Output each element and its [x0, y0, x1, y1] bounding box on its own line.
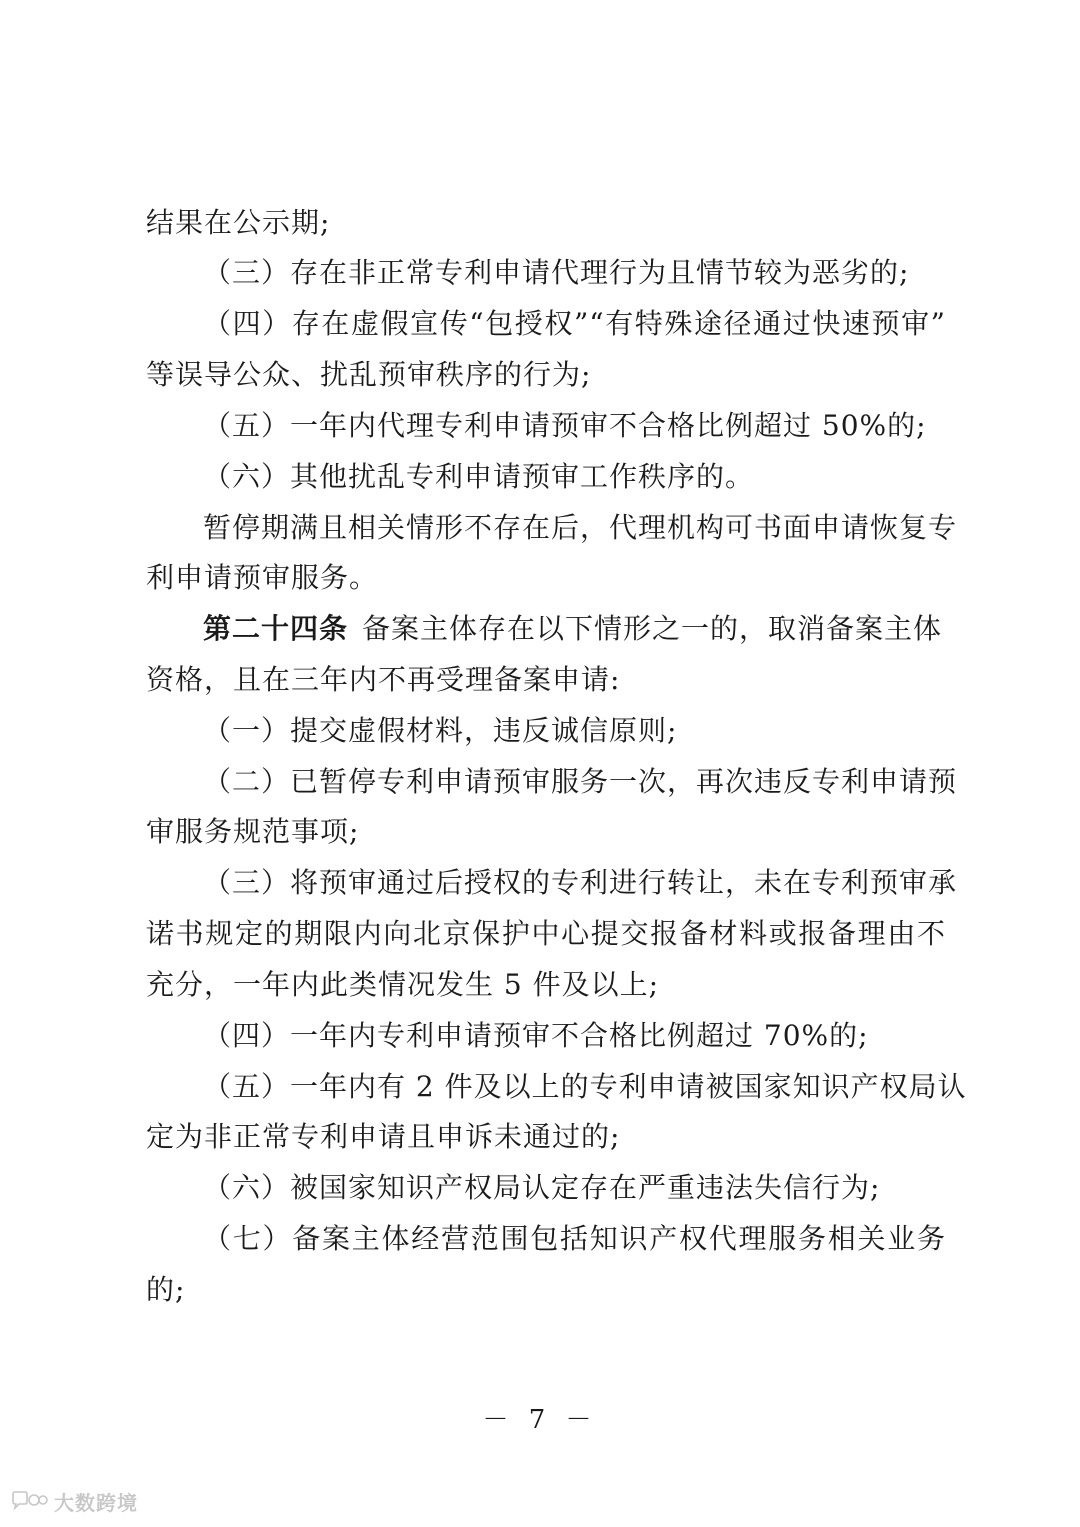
watermark — [10, 1488, 138, 1514]
text-line: 暂停期满且相关情形不存在后，代理机构可书面申请恢复专 — [203, 511, 958, 544]
article-label: 第二十四条 — [203, 612, 349, 645]
text-line: （二）已暂停专利申请预审服务一次，再次违反专利申请预 — [203, 765, 958, 798]
text-line: （五）一年内有 2 件及以上的专利申请被国家知识产权局认 — [203, 1070, 967, 1103]
text-line: （六）其他扰乱专利申请预审工作秩序的。 — [203, 460, 755, 493]
text-line: （六）被国家知识产权局认定存在严重违法失信行为; — [203, 1171, 881, 1204]
text-line: （三）将预审通过后授权的专利进行转让，未在专利预审承 — [203, 866, 958, 899]
text-line: 资格，且在三年内不再受理备案申请: — [146, 663, 621, 696]
text-line: （三）存在非正常专利申请代理行为且情节较为恶劣的; — [203, 256, 910, 289]
text-line: （四）一年内专利申请预审不合格比例超过 70%的; — [203, 1019, 869, 1052]
text-line: 诺书规定的期限内向北京保护中心提交报备材料或报备理由不 — [146, 917, 946, 950]
text-line: 利申请预审服务。 — [146, 561, 379, 594]
text-line: 等误导公众、扰乱预审秩序的行为; — [146, 358, 592, 391]
text-line: 结果在公示期; — [146, 206, 331, 239]
text-line: （四）存在虚假宣传“包授权”“有特殊途径通过快速预审” — [203, 307, 946, 340]
article-heading-line — [203, 609, 946, 649]
text-line: （五）一年内代理专利申请预审不合格比例超过 50%的; — [203, 409, 927, 442]
chat-bubble-logo-icon — [10, 1490, 48, 1512]
article-text: 备案主体存在以下情形之一的，取消备案主体 — [362, 612, 943, 645]
text-line: （七）备案主体经营范围包括知识产权代理服务相关业务 — [203, 1222, 946, 1255]
text-line: 的; — [146, 1273, 186, 1306]
text-line: 审服务规范事项; — [146, 815, 360, 848]
watermark-text: 大数跨境 — [54, 1490, 138, 1515]
text-line: 充分，一年内此类情况发生 5 件及以上; — [146, 968, 660, 1001]
text-line: 定为非正常专利申请且申诉未通过的; — [146, 1120, 621, 1153]
text-line: （一）提交虚假材料，违反诚信原则; — [203, 714, 678, 747]
page-number: － 7 － — [482, 1405, 598, 1435]
